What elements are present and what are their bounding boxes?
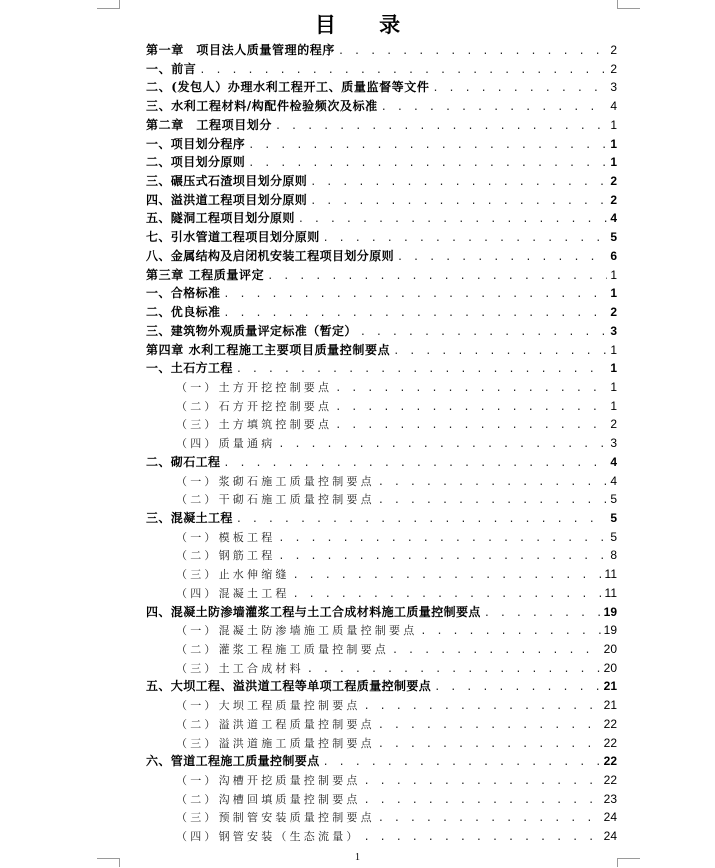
- dot-leader: [323, 754, 601, 773]
- toc-entry-title: （一）沟槽开挖质量控制要点: [176, 774, 361, 788]
- toc-entry-title: 第三章 工程质量评定: [146, 267, 265, 282]
- toc-entry-page-number: 8: [610, 548, 617, 563]
- toc-entry-title: （二）溢洪道工程质量控制要点: [176, 717, 375, 731]
- toc-entry[interactable]: [146, 584, 617, 603]
- toc-entry-title: （三）土工合成材料: [176, 661, 304, 675]
- dot-leader: [397, 249, 607, 268]
- toc-entry-title: （二）灌浆工程施工质量控制要点: [176, 643, 389, 656]
- toc-entry-page-number: 2: [610, 305, 617, 320]
- toc-entry[interactable]: [146, 677, 617, 696]
- dot-leader: [392, 642, 601, 661]
- toc-entry-page-number: 1: [610, 379, 617, 394]
- toc-entry[interactable]: [146, 116, 617, 135]
- toc-entry-title: （一）模板工程: [176, 530, 276, 544]
- toc-entry-title: 三、建筑物外观质量评定标准（暂定）: [146, 323, 357, 338]
- dot-leader: [378, 474, 608, 493]
- dot-leader: [378, 736, 601, 755]
- toc-entry[interactable]: [146, 266, 617, 285]
- toc-entry-page-number: 1: [610, 398, 617, 413]
- toc-entry[interactable]: [146, 60, 617, 79]
- toc-entry-title: 七、引水管道工程项目划分原则: [146, 230, 320, 245]
- toc-entry[interactable]: [146, 359, 617, 378]
- toc-entry-page-number: 21: [603, 698, 617, 713]
- toc-entry-title: 三、碾压式石渣坝目划分原则: [146, 174, 308, 189]
- toc-entry-title: 六、管道工程施工质量控制要点: [146, 754, 320, 769]
- toc-entry-title: （二）沟槽回填质量控制要点: [176, 792, 361, 806]
- toc-entry-page-number: 3: [610, 323, 617, 338]
- toc-entry-title: （四）质量通病: [176, 437, 276, 451]
- toc-entry-title: 二、项目划分原则: [146, 155, 246, 170]
- dot-leader: [278, 436, 607, 455]
- dot-leader: [278, 530, 607, 549]
- toc-entry[interactable]: [146, 659, 617, 678]
- toc-entry-page-number: 6: [610, 248, 617, 263]
- toc-entry[interactable]: [146, 546, 617, 565]
- toc-entry-page-number: 1: [610, 117, 617, 132]
- toc-entry-page-number: 11: [604, 567, 617, 582]
- toc-entry-page-number: 2: [610, 192, 617, 207]
- toc-entry-page-number: 4: [610, 473, 617, 488]
- toc-entry[interactable]: [146, 827, 617, 846]
- toc-entry-page-number: 2: [610, 174, 617, 189]
- toc-entry-title: 二、优良标准: [146, 305, 221, 320]
- toc-entry-title: 八、金属结构及启闭机安装工程项目划分原则: [146, 248, 395, 263]
- toc-entry[interactable]: [146, 434, 617, 453]
- toc-entry[interactable]: [146, 341, 617, 360]
- toc-entry-page-number: 22: [603, 754, 617, 769]
- toc-entry-page-number: 22: [603, 773, 617, 788]
- toc-entry-page-number: 1: [610, 361, 617, 376]
- toc-entry-page-number: 5: [610, 230, 617, 245]
- toc-entry[interactable]: [146, 97, 617, 116]
- dot-leader: [378, 810, 601, 829]
- toc-entry[interactable]: [146, 472, 617, 491]
- toc-entry-title: （三）溢洪道施工质量控制要点: [176, 736, 375, 750]
- dot-leader: [364, 698, 601, 717]
- toc-entry-page-number: 3: [610, 436, 617, 451]
- dot-leader: [335, 417, 607, 436]
- toc-entry-page-number: 24: [603, 829, 617, 844]
- toc-entry[interactable]: [146, 415, 617, 434]
- dot-leader: [267, 268, 607, 287]
- dot-leader: [223, 455, 607, 474]
- dot-leader: [310, 193, 607, 212]
- toc-entry[interactable]: [146, 172, 617, 191]
- toc-entry[interactable]: [146, 228, 617, 247]
- dot-leader: [432, 80, 607, 99]
- toc-entry[interactable]: [146, 397, 617, 416]
- dot-leader: [420, 623, 600, 642]
- toc-entry-page-number: 5: [610, 510, 617, 525]
- dot-leader: [484, 605, 601, 624]
- dot-leader: [275, 118, 607, 137]
- toc-entry-title: 四、混凝土防渗墙灌浆工程与土工合成材料施工质量控制要点: [146, 604, 481, 619]
- toc-entry[interactable]: [146, 135, 617, 154]
- toc-entry-page-number: 1: [610, 267, 617, 282]
- toc-entry-page-number: 11: [604, 585, 617, 600]
- toc-entry[interactable]: [146, 191, 617, 210]
- toc-entry-page-number: 21: [603, 679, 617, 694]
- toc-entry-title: （三）止水伸缩缝: [176, 568, 290, 582]
- dot-leader: [434, 679, 600, 698]
- dot-leader: [364, 829, 601, 848]
- toc-entry-page-number: 5: [610, 492, 617, 507]
- toc-entry[interactable]: [146, 284, 617, 303]
- toc-entry-title: 一、前言: [146, 61, 197, 76]
- toc-entry[interactable]: [146, 808, 617, 827]
- toc-entry-page-number: 2: [610, 43, 617, 57]
- toc-entry-page-number: 4: [610, 454, 617, 469]
- toc-entry-title: （一）大坝工程质量控制要点: [176, 699, 361, 713]
- toc-entry-title: 二、砌石工程: [146, 454, 221, 469]
- table-of-contents: [146, 41, 617, 846]
- toc-entry-page-number: 3: [610, 80, 617, 95]
- dot-leader: [248, 137, 607, 156]
- dot-leader: [364, 773, 601, 792]
- toc-entry-page-number: 2: [610, 417, 617, 432]
- dot-leader: [223, 286, 607, 305]
- page-corner-mark-top-right: [617, 0, 640, 9]
- toc-entry[interactable]: [146, 790, 617, 809]
- dot-leader: [364, 792, 601, 811]
- toc-entry[interactable]: [146, 734, 617, 753]
- toc-entry[interactable]: [146, 490, 617, 509]
- toc-entry[interactable]: [146, 565, 617, 584]
- dot-leader: [378, 492, 608, 511]
- dot-leader: [298, 211, 608, 230]
- page-corner-mark-top-left: [97, 0, 120, 9]
- toc-entry-title: 二、(发包人）办理水利工程开工、质量监督等文件: [146, 80, 430, 95]
- toc-entry[interactable]: [146, 41, 617, 60]
- toc-entry-page-number: 20: [603, 642, 617, 656]
- toc-entry[interactable]: [146, 453, 617, 472]
- toc-entry-title: 第一章 项目法人质量管理的程序: [146, 43, 336, 57]
- dot-leader: [278, 548, 607, 567]
- toc-entry[interactable]: [146, 640, 617, 659]
- toc-entry-page-number: 1: [610, 342, 617, 357]
- toc-entry-page-number: 23: [603, 791, 617, 806]
- toc-entry-title: （一）土方开挖控制要点: [176, 380, 333, 394]
- toc-entry[interactable]: [146, 153, 617, 172]
- toc-entry-title: （二）钢筋工程: [176, 549, 276, 563]
- toc-entry-title: （三）预制管安装质量控制要点: [176, 811, 375, 825]
- toc-entry-title: （二）干砌石施工质量控制要点: [176, 493, 375, 507]
- dot-leader: [293, 567, 602, 586]
- toc-entry-title: 三、水利工程材料/构配件检验频次及标准: [146, 99, 378, 114]
- dot-leader: [335, 380, 607, 399]
- toc-entry-title: 一、土石方工程: [146, 361, 233, 376]
- toc-entry-title: 三、混凝土工程: [146, 510, 233, 525]
- toc-entry-page-number: 19: [603, 604, 617, 619]
- toc-entry-page-number: 22: [603, 716, 617, 731]
- toc-entry[interactable]: [146, 209, 617, 228]
- toc-entry[interactable]: [146, 603, 617, 622]
- toc-entry-title: 第二章 工程项目划分: [146, 117, 273, 132]
- toc-entry-title: 第四章 水利工程施工主要项目质量控制要点: [146, 342, 391, 357]
- toc-entry-page-number: 20: [603, 660, 617, 675]
- toc-entry-title: （一）浆砌石施工质量控制要点: [176, 474, 375, 488]
- toc-entry[interactable]: [146, 771, 617, 790]
- toc-entry-title: （四）钢管安装（生态流量）: [176, 830, 361, 844]
- toc-entry[interactable]: [146, 378, 617, 397]
- dot-leader: [381, 99, 608, 118]
- toc-entry[interactable]: [146, 247, 617, 266]
- toc-entry-title: （一）混凝土防渗墙施工质量控制要点: [176, 624, 418, 638]
- toc-entry[interactable]: [146, 322, 617, 341]
- toc-entry-page-number: 24: [603, 810, 617, 825]
- toc-entry[interactable]: [146, 528, 617, 547]
- toc-entry-page-number: 1: [610, 155, 617, 170]
- dot-leader: [338, 43, 607, 62]
- dot-leader: [335, 399, 607, 418]
- toc-entry-title: 五、隧洞工程项目划分原则: [146, 211, 295, 226]
- toc-entry-title: 四、溢洪道工程项目划分原则: [146, 192, 308, 207]
- toc-entry-title: 五、大坝工程、溢洪道工程等单项工程质量控制要点: [146, 679, 432, 694]
- toc-entry[interactable]: [146, 696, 617, 715]
- dot-leader: [236, 511, 608, 530]
- toc-entry-page-number: 4: [610, 211, 617, 226]
- toc-entry[interactable]: [146, 303, 617, 322]
- toc-entry-title: （四）混凝土工程: [176, 586, 290, 600]
- toc-entry-page-number: 5: [610, 529, 617, 544]
- toc-entry-page-number: 2: [610, 61, 617, 76]
- toc-entry-title: （三）土方填筑控制要点: [176, 418, 333, 432]
- dot-leader: [393, 343, 607, 362]
- dot-leader: [310, 174, 607, 193]
- dot-leader: [378, 717, 601, 736]
- toc-entry-page-number: 19: [603, 623, 617, 638]
- toc-entry[interactable]: [146, 509, 617, 528]
- dot-leader: [236, 361, 608, 380]
- toc-entry[interactable]: [146, 78, 617, 97]
- dot-leader: [360, 324, 608, 343]
- toc-entry-page-number: 1: [610, 136, 617, 151]
- toc-entry-title: 一、合格标准: [146, 286, 221, 301]
- toc-entry[interactable]: [146, 715, 617, 734]
- page-number: 1: [355, 852, 360, 863]
- toc-entry-title: （二）石方开挖控制要点: [176, 399, 333, 413]
- toc-entry-page-number: 4: [610, 99, 617, 114]
- toc-entry-page-number: 1: [610, 286, 617, 301]
- page-title: 目 录: [314, 12, 419, 37]
- toc-entry[interactable]: [146, 621, 617, 640]
- toc-entry[interactable]: [146, 752, 617, 771]
- toc-entry-title: 一、项目划分程序: [146, 136, 246, 151]
- toc-entry-page-number: 22: [603, 735, 617, 750]
